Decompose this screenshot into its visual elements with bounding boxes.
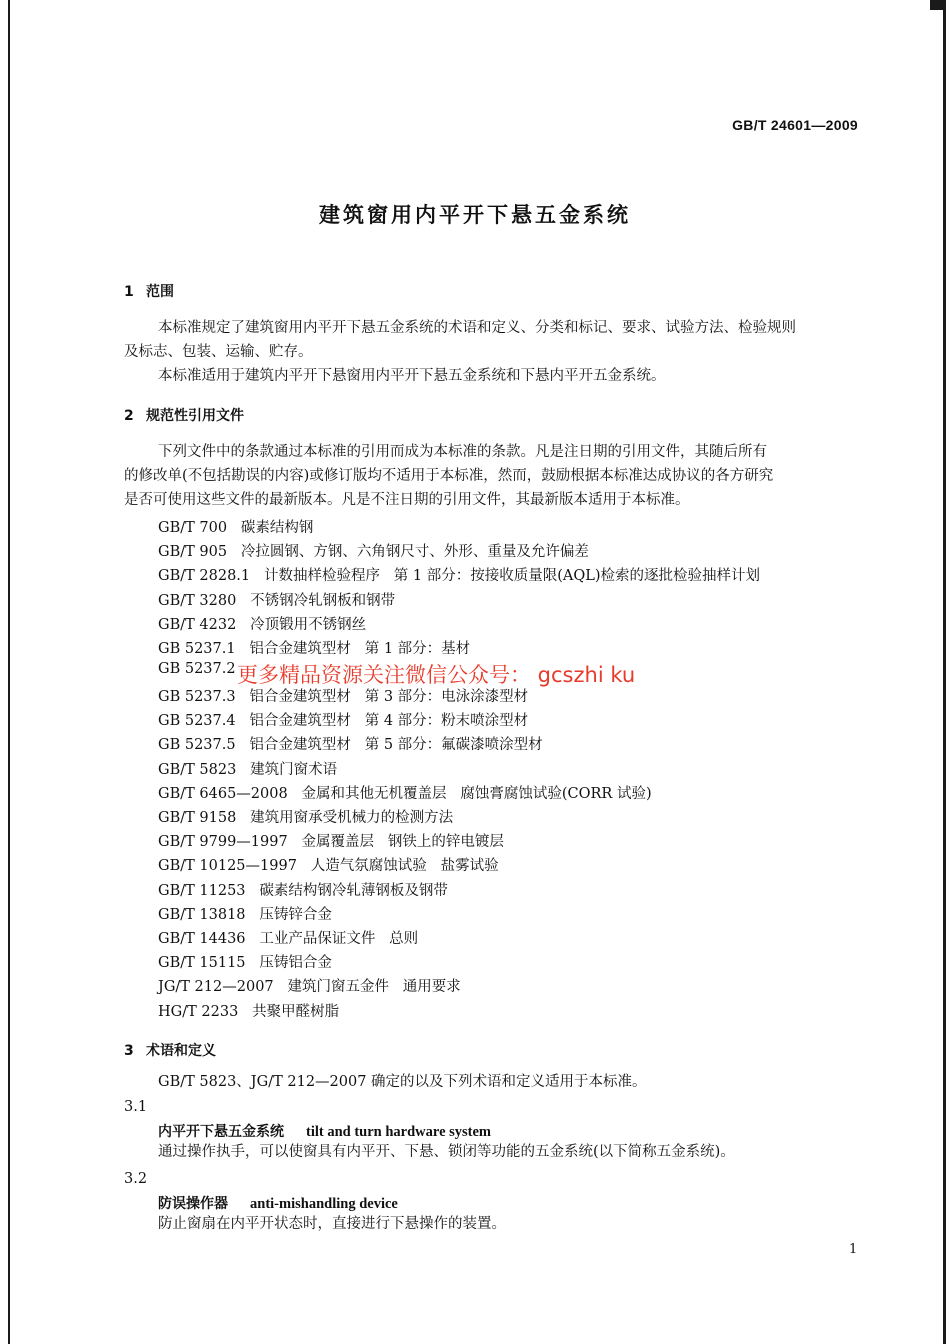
term-definition: 防止窗扇在内平开状态时，直接进行下悬操作的装置。 [158, 1216, 506, 1232]
section-1-title: 范围 [146, 284, 174, 300]
section-3-number: 3 [124, 1043, 134, 1059]
term-number: 3.1 [124, 1099, 148, 1115]
section-2-intro-line1: 下列文件中的条款通过本标准的引用而成为本标准的条款。凡是注日期的引用文件，其随后所有 [158, 444, 767, 460]
reference-item: GB/T 13818 压铸锌合金 [158, 907, 332, 923]
reference-item: GB/T 15115 压铸铝合金 [158, 955, 332, 971]
section-2-title: 规范性引用文件 [146, 408, 244, 424]
section-2-intro-line2: 的修改单(不包括勘误的内容)或修订版均不适用于本标准，然而，鼓励根据本标准达成协议的各方研究 [124, 468, 774, 484]
standard-number: GB/T 24601—2009 [732, 117, 858, 133]
reference-item: GB/T 9799—1997 金属覆盖层 钢铁上的锌电镀层 [158, 834, 504, 850]
reference-item: JG/T 212—2007 建筑门窗五金件 通用要求 [158, 979, 461, 995]
document-title: 建筑窗用内平开下悬五金系统 [319, 203, 631, 227]
watermark-overlay: 更多精品资源关注微信公众号： gcszhi ku [237, 663, 636, 687]
term-name-zh: 防误操作器 [158, 1196, 228, 1212]
reference-item: GB 5237.2 [158, 661, 236, 677]
section-1-number: 1 [124, 284, 134, 300]
section-3-intro: GB/T 5823、JG/T 212—2007 确定的以及下列术语和定义适用于本标准。 [158, 1074, 647, 1090]
reference-item: GB/T 9158 建筑用窗承受机械力的检测方法 [158, 810, 454, 826]
reference-item: GB 5237.3 铝合金建筑型材 第 3 部分：电泳涂漆型材 [158, 689, 529, 705]
term-name-en: tilt and turn hardware system [306, 1124, 492, 1140]
section-1-para2: 本标准适用于建筑内平开下悬窗用内平开下悬五金系统和下悬内平开五金系统。 [158, 368, 666, 384]
reference-item: GB/T 700 碳素结构钢 [158, 520, 314, 536]
term-number: 3.2 [124, 1171, 148, 1187]
section-1-para1-line1: 本标准规定了建筑窗用内平开下悬五金系统的术语和定义、分类和标记、要求、试验方法、检验规则 [158, 320, 796, 336]
reference-item: GB/T 11253 碳素结构钢冷轧薄钢板及钢带 [158, 883, 448, 899]
reference-item: GB/T 14436 工业产品保证文件 总则 [158, 931, 419, 947]
reference-item: GB/T 3280 不锈钢冷轧钢板和钢带 [158, 593, 396, 609]
section-1-heading [124, 281, 174, 301]
reference-item: GB/T 6465—2008 金属和其他无机覆盖层 腐蚀膏腐蚀试验(CORR 试验) [158, 786, 652, 802]
reference-item: GB/T 2828.1 计数抽样检验程序 第 1 部分：按接收质量限(AQL)检索的逐批检验抽样计划 [158, 568, 761, 584]
reference-item: GB/T 10125—1997 人造气氛腐蚀试验 盐雾试验 [158, 858, 499, 874]
reference-item: GB/T 4232 冷顶锻用不锈钢丝 [158, 617, 367, 633]
section-3-title: 术语和定义 [146, 1043, 216, 1059]
reference-item: GB 5237.1 铝合金建筑型材 第 1 部分：基材 [158, 641, 471, 657]
section-2-number: 2 [124, 408, 134, 424]
scan-edge-corner [930, 0, 946, 10]
term-name-en: anti-mishandling device [250, 1196, 398, 1212]
section-1-para1-line2: 及标志、包装、运输、贮存。 [124, 344, 313, 360]
page-number: 1 [849, 1242, 858, 1257]
term-heading [158, 1193, 398, 1213]
section-3-heading [124, 1040, 216, 1060]
term-name-zh: 内平开下悬五金系统 [158, 1124, 284, 1140]
reference-item: GB/T 5823 建筑门窗术语 [158, 762, 338, 778]
term-heading [158, 1121, 491, 1141]
section-2-heading [124, 405, 244, 425]
reference-item: GB 5237.5 铝合金建筑型材 第 5 部分：氟碳漆喷涂型材 [158, 737, 543, 753]
reference-item: HG/T 2233 共聚甲醛树脂 [158, 1004, 340, 1020]
term-definition: 通过操作执手，可以使窗具有内平开、下悬、锁闭等功能的五金系统(以下简称五金系统)。 [158, 1144, 735, 1160]
reference-item: GB/T 905 冷拉圆钢、方钢、六角钢尺寸、外形、重量及允许偏差 [158, 544, 589, 560]
section-2-intro-line3: 是否可使用这些文件的最新版本。凡是不注日期的引用文件，其最新版本适用于本标准。 [124, 492, 690, 508]
reference-item: GB 5237.4 铝合金建筑型材 第 4 部分：粉末喷涂型材 [158, 713, 529, 729]
